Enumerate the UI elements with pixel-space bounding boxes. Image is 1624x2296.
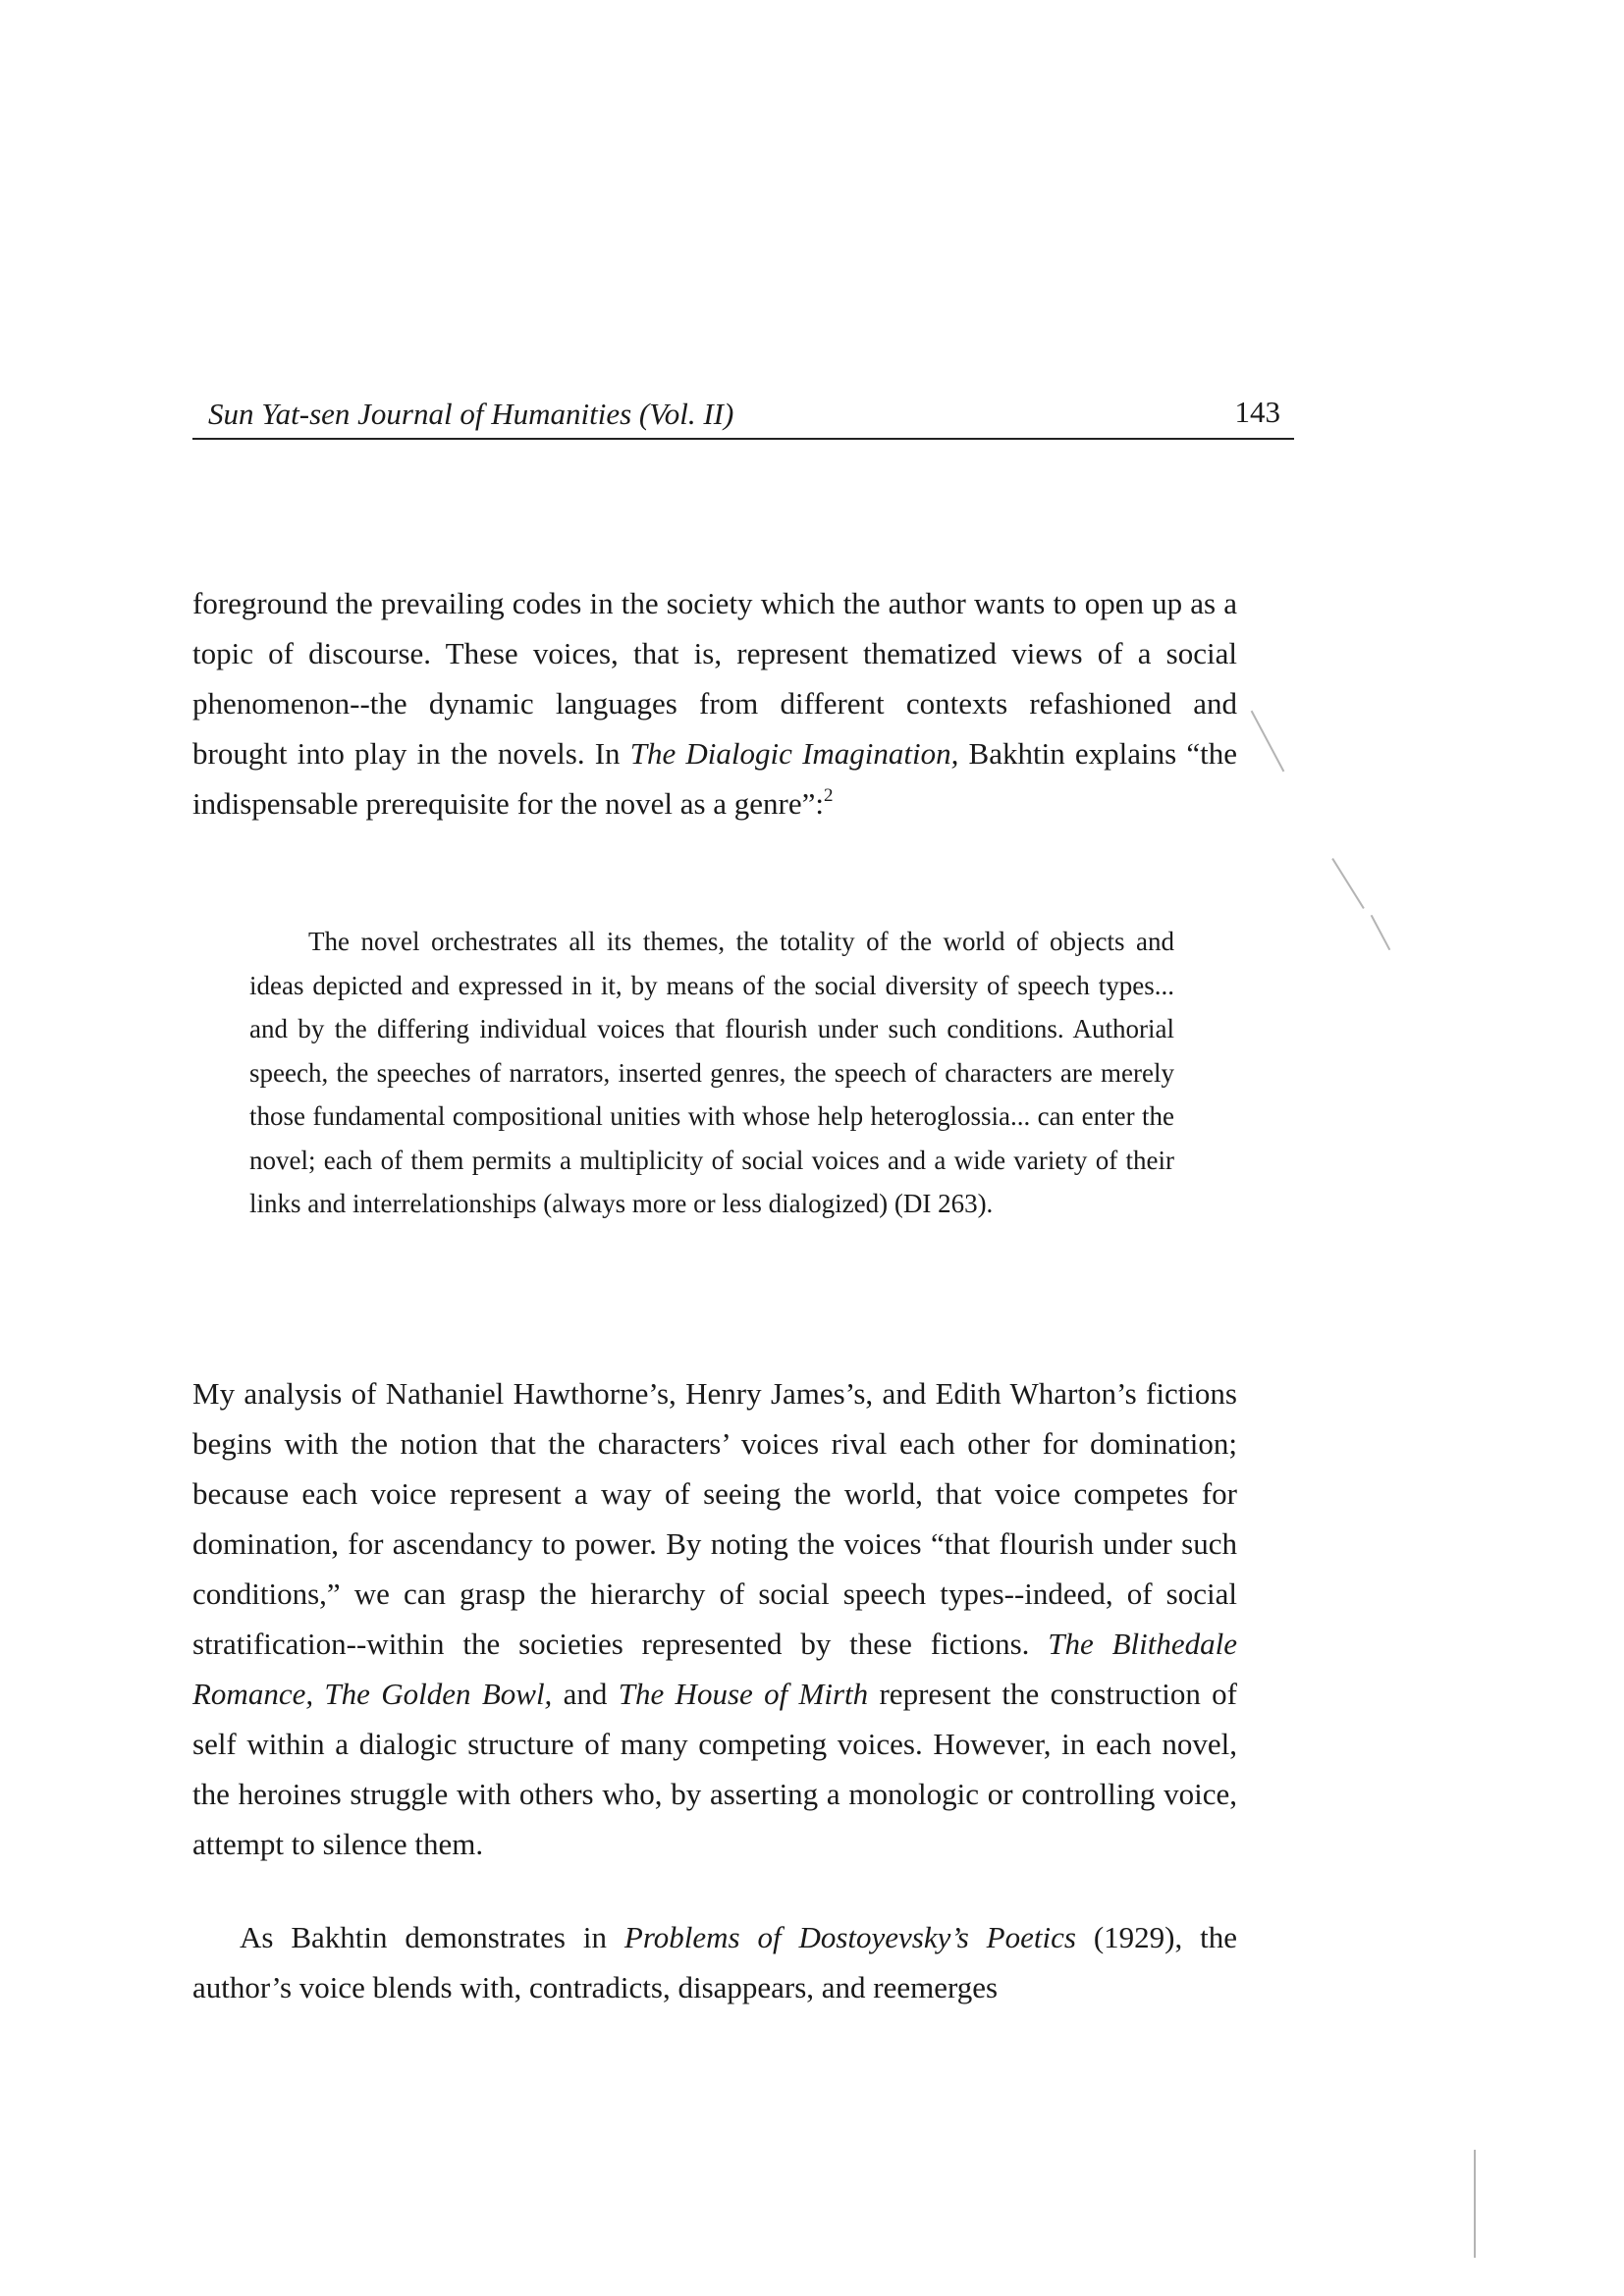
paragraph-3 — [192, 1912, 1237, 2012]
footnote-reference: 2 — [824, 785, 834, 806]
paragraph-1 — [192, 578, 1237, 828]
running-header — [192, 391, 1294, 440]
paragraph-3-text-b: (1929), the author’s voice blends with, contradicts, disappears, and reemerges — [192, 1920, 1237, 2004]
book-title-dostoyevsky-poetics: Problems of Dostoyevsky’s Poetics — [623, 1920, 1076, 1954]
paragraph-1-text-a: foreground the prevailing codes in the society which the author wants to open up as a topic of discourse. These voices, that is, represent thematized views of a social phenomenon--the dynamic languages from different contexts refashioned and brought into play in the novels. In — [192, 586, 1237, 771]
scan-artifact-3 — [1371, 915, 1391, 950]
scan-artifact-2 — [1331, 858, 1364, 909]
page-number: 143 — [1234, 395, 1280, 429]
paragraph-2-text-b: represent the construction of self within a dialogic structure of many competing voices. However, in each novel, the heroines struggle with others who, by asserting a monologic or controlling voice, attempt to silence them. — [192, 1677, 1237, 1861]
paragraph-2-text-a: My analysis of Nathaniel Hawthorne’s, Henry James’s, and Edith Wharton’s fictions begins with the notion that the characters’ voices rival each other for domination; because each voice represent a way of seeing the world, that voice competes for domination, for ascendancy to power. By noting the voices “that flourish under such conditions,” we can grasp the hierarchy of social speech types--indeed, of social stratification--within the societies represented by these fictions. — [192, 1376, 1237, 1661]
block-quote — [249, 920, 1174, 1226]
book-title-dialogic-imagination: The Dialogic Imagination, — [629, 736, 959, 771]
journal-title: Sun Yat-sen Journal of Humanities (Vol. II) — [208, 397, 734, 431]
book-title-house-of-mirth: The House of Mirth — [618, 1677, 869, 1711]
scan-artifact-1 — [1251, 711, 1285, 773]
book-title-blithedale-romance: The Blithedale Romance, — [192, 1627, 1238, 1711]
title-separator-1 — [313, 1677, 324, 1711]
block-quote-text: The novel orchestrates all its themes, the totality of the world of objects and ideas depicted and expressed in it, by means of the social diversity of speech types... and by the differing individual voices that flourish under such conditions. Authorial speech, the speeches of narrators, inserted genres, the speech of characters are merely those fundamental compositional unities with whose help heteroglossia... can enter the novel; each of them permits a multiplicity of social voices and a wide variety of their links and interrelationships (always more or less dialogized) (DI 263). — [249, 927, 1174, 1218]
paragraph-1-text-b: Bakhtin explains “the indispensable prerequisite for the novel as a genre”: — [192, 736, 1237, 821]
scan-artifact-4 — [1474, 2150, 1476, 2258]
book-title-golden-bowl: The Golden Bowl, — [324, 1677, 553, 1711]
paragraph-3-text-a: As Bakhtin demonstrates in — [240, 1920, 624, 1954]
paragraph-2 — [192, 1368, 1237, 1869]
title-separator-2: and — [552, 1677, 619, 1711]
